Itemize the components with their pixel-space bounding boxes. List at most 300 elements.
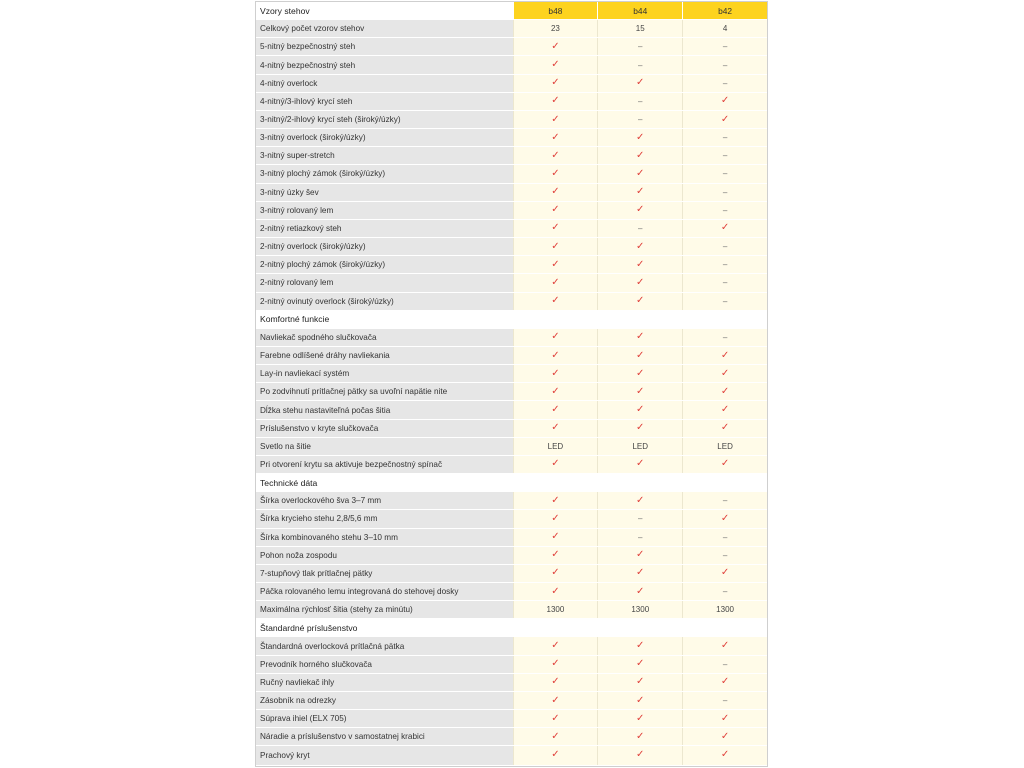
not-available-dash — [682, 129, 767, 146]
dash-icon: – — [722, 205, 728, 215]
check-icon — [597, 184, 682, 201]
check-icon — [513, 75, 598, 92]
dash-icon: – — [722, 332, 728, 342]
check-icon: ✓ — [551, 59, 560, 71]
check-icon: ✓ — [636, 585, 645, 597]
check-icon: ✓ — [636, 167, 645, 179]
check-icon — [597, 147, 682, 164]
check-icon — [597, 293, 682, 310]
check-icon — [597, 728, 682, 745]
check-icon: ✓ — [636, 640, 645, 652]
table-row — [256, 220, 767, 238]
check-icon: ✓ — [720, 349, 730, 361]
not-available-dash — [597, 38, 682, 55]
check-icon — [513, 583, 598, 600]
section-empty-cell — [597, 619, 682, 636]
header-col-b42: b42 — [682, 2, 767, 19]
check-icon: ✓ — [720, 404, 730, 416]
table-row — [256, 38, 767, 56]
row-label: Ručný navliekač ihly — [256, 674, 513, 691]
table-row — [256, 420, 767, 438]
check-icon: ✓ — [551, 404, 560, 416]
check-icon — [513, 347, 598, 364]
row-label: Farebne odlíšené dráhy navliekania — [256, 347, 513, 364]
comparison-table — [255, 1, 768, 767]
row-label: Šírka overlockového šva 3–7 mm — [256, 492, 513, 509]
not-available-dash — [682, 547, 767, 564]
table-row — [256, 347, 767, 365]
table-row — [256, 184, 767, 202]
row-label: 2-nitný rolovaný lem — [256, 274, 513, 291]
check-icon: ✓ — [720, 458, 730, 470]
not-available-dash — [682, 238, 767, 255]
check-icon: ✓ — [720, 712, 730, 724]
dash-icon: – — [722, 659, 728, 669]
table-row — [256, 438, 767, 456]
section-title: Štandardné príslušenstvo — [256, 619, 513, 636]
dash-icon: – — [722, 496, 728, 506]
table-row — [256, 547, 767, 565]
check-icon: ✓ — [636, 186, 645, 198]
not-available-dash — [597, 111, 682, 128]
table-row — [256, 637, 767, 655]
check-icon — [682, 383, 767, 400]
check-icon: ✓ — [636, 749, 645, 761]
check-icon: ✓ — [551, 749, 560, 761]
check-icon — [682, 746, 767, 764]
dash-icon: – — [722, 587, 728, 597]
section-empty-cell — [513, 474, 598, 491]
section-empty-cell — [682, 474, 767, 491]
not-available-dash — [682, 165, 767, 182]
check-icon: ✓ — [720, 730, 730, 742]
value-cell: LED — [513, 438, 598, 455]
dash-icon: – — [638, 115, 643, 125]
table-row — [256, 383, 767, 401]
row-label: Maximálna rýchlosť šitia (stehy za minútu) — [256, 601, 513, 618]
row-label: 3-nitný overlock (široký/úzky) — [256, 129, 513, 146]
table-row — [256, 583, 767, 601]
check-icon — [513, 202, 598, 219]
not-available-dash — [682, 56, 767, 73]
dash-icon: – — [638, 60, 643, 70]
check-icon: ✓ — [636, 458, 645, 470]
table-row — [256, 656, 767, 674]
check-icon — [597, 129, 682, 146]
value-cell: 1300 — [513, 601, 598, 618]
check-icon — [513, 710, 598, 727]
check-icon — [513, 401, 598, 418]
table-header-row — [256, 2, 767, 20]
row-label: 4-nitný/3-ihlový krycí steh — [256, 93, 513, 110]
dash-icon: – — [638, 96, 643, 106]
check-icon — [513, 220, 598, 237]
row-label: 3-nitný úzky šev — [256, 184, 513, 201]
section-title: Komfortné funkcie — [256, 311, 513, 328]
check-icon — [682, 365, 767, 382]
check-icon — [513, 147, 598, 164]
check-icon: ✓ — [720, 222, 730, 234]
check-icon: ✓ — [551, 167, 560, 179]
check-icon: ✓ — [720, 422, 730, 434]
dash-icon: – — [638, 223, 643, 233]
check-icon: ✓ — [551, 512, 560, 524]
check-icon — [513, 329, 598, 346]
table-row — [256, 238, 767, 256]
check-icon — [513, 420, 598, 437]
not-available-dash — [682, 147, 767, 164]
row-label: Navliekač spodného slučkovača — [256, 329, 513, 346]
not-available-dash — [597, 93, 682, 110]
section-empty-cell — [597, 474, 682, 491]
check-icon — [513, 111, 598, 128]
row-label: 3-nitný super-stretch — [256, 147, 513, 164]
dash-icon: – — [722, 60, 728, 70]
check-icon: ✓ — [551, 549, 560, 561]
dash-icon: – — [722, 696, 728, 706]
row-label: Náradie a príslušenstvo v samostatnej krabici — [256, 728, 513, 745]
check-icon: ✓ — [636, 422, 645, 434]
table-row — [256, 565, 767, 583]
dash-icon: – — [722, 151, 728, 161]
row-label: Po zodvihnutí prítlačnej pätky sa uvoľní napätie nite — [256, 383, 513, 400]
check-icon: ✓ — [551, 222, 560, 234]
check-icon — [597, 401, 682, 418]
row-label: Dĺžka stehu nastaviteľná počas šitia — [256, 401, 513, 418]
table-row — [256, 274, 767, 292]
check-icon — [597, 75, 682, 92]
not-available-dash — [682, 184, 767, 201]
check-icon: ✓ — [551, 77, 560, 89]
dash-icon: – — [722, 242, 728, 252]
row-label: Zásobník na odrezky — [256, 692, 513, 709]
check-icon — [513, 383, 598, 400]
check-icon — [597, 492, 682, 509]
check-icon: ✓ — [551, 585, 560, 597]
check-icon — [597, 420, 682, 437]
check-icon — [513, 165, 598, 182]
table-row — [256, 401, 767, 419]
check-icon — [513, 547, 598, 564]
check-icon — [513, 746, 598, 764]
check-icon — [597, 256, 682, 273]
check-icon: ✓ — [551, 367, 560, 379]
section-empty-cell — [513, 311, 598, 328]
check-icon: ✓ — [636, 730, 645, 742]
table-row — [256, 746, 767, 764]
row-label: Lay-in navliekací systém — [256, 365, 513, 382]
check-icon: ✓ — [551, 694, 560, 706]
table-row — [256, 293, 767, 311]
check-icon — [513, 529, 598, 546]
check-icon: ✓ — [551, 730, 560, 742]
check-icon — [682, 420, 767, 437]
value-cell: 4 — [682, 20, 767, 37]
check-icon: ✓ — [720, 385, 730, 397]
check-icon — [597, 329, 682, 346]
check-icon: ✓ — [720, 113, 730, 125]
check-icon — [513, 256, 598, 273]
check-icon — [513, 565, 598, 582]
check-icon — [682, 728, 767, 745]
check-icon — [682, 456, 767, 473]
check-icon: ✓ — [636, 276, 645, 288]
table-row — [256, 20, 767, 38]
dash-icon: – — [638, 514, 643, 524]
not-available-dash — [682, 656, 767, 673]
header-label: Vzory stehov — [260, 5, 310, 16]
check-icon: ✓ — [551, 531, 560, 543]
check-icon — [597, 710, 682, 727]
header-col-b48: b48 — [513, 2, 598, 19]
table-row — [256, 728, 767, 746]
check-icon: ✓ — [551, 240, 560, 252]
table-row — [256, 456, 767, 474]
check-icon: ✓ — [720, 749, 730, 761]
row-label: Prachový kryt — [256, 746, 513, 764]
not-available-dash — [682, 256, 767, 273]
dash-icon: – — [722, 550, 728, 560]
check-icon: ✓ — [636, 258, 645, 270]
check-icon: ✓ — [636, 567, 645, 579]
check-icon — [513, 637, 598, 654]
dash-icon: – — [722, 78, 728, 88]
check-icon — [513, 674, 598, 691]
table-row — [256, 202, 767, 220]
not-available-dash — [682, 202, 767, 219]
row-label: Štandardná overlocková prítlačná pätka — [256, 637, 513, 654]
check-icon: ✓ — [636, 494, 645, 506]
row-label: Súprava ihiel (ELX 705) — [256, 710, 513, 727]
check-icon — [513, 293, 598, 310]
check-icon — [597, 674, 682, 691]
check-icon: ✓ — [551, 131, 560, 143]
check-icon — [513, 184, 598, 201]
check-icon: ✓ — [636, 204, 645, 216]
check-icon — [513, 129, 598, 146]
check-icon — [513, 510, 598, 527]
check-icon: ✓ — [720, 95, 730, 107]
row-label: 7-stupňový tlak prítlačnej pätky — [256, 565, 513, 582]
row-label: Celkový počet vzorov stehov — [256, 20, 513, 37]
not-available-dash — [597, 56, 682, 73]
row-label: Pri otvorení krytu sa aktivuje bezpečnostný spínač — [256, 456, 513, 473]
not-available-dash — [682, 583, 767, 600]
dash-icon: – — [722, 532, 728, 542]
row-label: 2-nitný overlock (široký/úzky) — [256, 238, 513, 255]
value-cell: 1300 — [597, 601, 682, 618]
row-label: Šírka krycieho stehu 2,8/5,6 mm — [256, 510, 513, 527]
section-empty-cell — [682, 619, 767, 636]
check-icon: ✓ — [636, 676, 645, 688]
check-icon — [682, 93, 767, 110]
section-row — [256, 619, 767, 637]
table-row — [256, 492, 767, 510]
row-label: 3-nitný rolovaný lem — [256, 202, 513, 219]
not-available-dash — [682, 692, 767, 709]
check-icon — [597, 547, 682, 564]
check-icon — [597, 583, 682, 600]
row-label: Prevodník horného slučkovača — [256, 656, 513, 673]
check-icon — [682, 637, 767, 654]
table-row — [256, 111, 767, 129]
check-icon: ✓ — [720, 512, 730, 524]
row-label: 2-nitný retiazkový steh — [256, 220, 513, 237]
check-icon: ✓ — [636, 131, 645, 143]
not-available-dash — [682, 274, 767, 291]
check-icon: ✓ — [636, 240, 645, 252]
not-available-dash — [682, 293, 767, 310]
check-icon: ✓ — [551, 276, 560, 288]
check-icon — [513, 274, 598, 291]
check-icon — [597, 202, 682, 219]
check-icon: ✓ — [551, 204, 560, 216]
not-available-dash — [597, 529, 682, 546]
check-icon — [597, 692, 682, 709]
table-body — [256, 20, 767, 764]
check-icon: ✓ — [551, 658, 560, 670]
check-icon: ✓ — [551, 458, 560, 470]
check-icon: ✓ — [636, 404, 645, 416]
check-icon — [682, 401, 767, 418]
check-icon — [513, 238, 598, 255]
check-icon — [597, 565, 682, 582]
row-label: Šírka kombinovaného stehu 3–10 mm — [256, 529, 513, 546]
row-label: Svetlo na šitie — [256, 438, 513, 455]
row-label: 4-nitný overlock — [256, 75, 513, 92]
check-icon: ✓ — [636, 331, 645, 343]
check-icon: ✓ — [551, 676, 560, 688]
table-row — [256, 93, 767, 111]
check-icon — [513, 56, 598, 73]
check-icon — [682, 710, 767, 727]
check-icon: ✓ — [636, 549, 645, 561]
check-icon: ✓ — [551, 567, 560, 579]
section-row — [256, 474, 767, 492]
dash-icon: – — [722, 169, 728, 179]
check-icon: ✓ — [720, 367, 730, 379]
table-row — [256, 510, 767, 528]
check-icon: ✓ — [636, 295, 645, 307]
header-col-b44: b44 — [597, 2, 682, 19]
check-icon: ✓ — [636, 694, 645, 706]
check-icon — [597, 365, 682, 382]
check-icon — [597, 637, 682, 654]
not-available-dash — [682, 329, 767, 346]
check-icon: ✓ — [551, 113, 560, 125]
check-icon: ✓ — [636, 385, 645, 397]
row-label: 2-nitný plochý zámok (široký/úzky) — [256, 256, 513, 273]
check-icon — [513, 492, 598, 509]
check-icon: ✓ — [551, 149, 560, 161]
check-icon: ✓ — [551, 95, 560, 107]
row-label: Pohon noža zospodu — [256, 547, 513, 564]
check-icon — [597, 165, 682, 182]
dash-icon: – — [722, 187, 728, 197]
dash-icon: – — [638, 532, 643, 542]
value-cell: 23 — [513, 20, 598, 37]
check-icon: ✓ — [636, 349, 645, 361]
not-available-dash — [682, 38, 767, 55]
check-icon: ✓ — [636, 712, 645, 724]
check-icon: ✓ — [551, 640, 560, 652]
table-row — [256, 365, 767, 383]
table-row — [256, 674, 767, 692]
table-row — [256, 529, 767, 547]
table-row — [256, 710, 767, 728]
check-icon — [597, 656, 682, 673]
check-icon — [682, 510, 767, 527]
row-label: 5-nitný bezpečnostný steh — [256, 38, 513, 55]
value-cell: 15 — [597, 20, 682, 37]
check-icon — [597, 456, 682, 473]
row-label: 3-nitný plochý zámok (široký/úzky) — [256, 165, 513, 182]
value-cell: 1300 — [682, 601, 767, 618]
table-row — [256, 147, 767, 165]
dash-icon: – — [722, 296, 728, 306]
not-available-dash — [682, 529, 767, 546]
check-icon: ✓ — [551, 258, 560, 270]
dash-icon: – — [722, 42, 728, 52]
table-row — [256, 129, 767, 147]
check-icon: ✓ — [551, 186, 560, 198]
check-icon: ✓ — [551, 349, 560, 361]
dash-icon: – — [722, 133, 728, 143]
section-empty-cell — [597, 311, 682, 328]
check-icon — [597, 347, 682, 364]
check-icon: ✓ — [636, 367, 645, 379]
check-icon: ✓ — [551, 295, 560, 307]
check-icon: ✓ — [636, 658, 645, 670]
table-row — [256, 329, 767, 347]
check-icon — [682, 111, 767, 128]
row-label: 4-nitný bezpečnostný steh — [256, 56, 513, 73]
row-label: Príslušenstvo v kryte slučkovača — [256, 420, 513, 437]
check-icon — [597, 383, 682, 400]
section-title: Technické dáta — [256, 474, 513, 491]
check-icon — [682, 347, 767, 364]
dash-icon: – — [722, 260, 728, 270]
row-label: 2-nitný ovinutý overlock (široký/úzky) — [256, 293, 513, 310]
table-row — [256, 56, 767, 74]
table-row — [256, 165, 767, 183]
check-icon — [513, 365, 598, 382]
check-icon: ✓ — [551, 385, 560, 397]
not-available-dash — [682, 75, 767, 92]
check-icon — [597, 274, 682, 291]
check-icon — [682, 674, 767, 691]
table-row — [256, 256, 767, 274]
check-icon: ✓ — [551, 331, 560, 343]
value-cell: LED — [597, 438, 682, 455]
check-icon: ✓ — [551, 494, 560, 506]
check-icon — [513, 656, 598, 673]
check-icon — [513, 93, 598, 110]
check-icon: ✓ — [720, 676, 730, 688]
dash-icon: – — [638, 42, 643, 52]
table-row — [256, 601, 767, 619]
dash-icon: – — [722, 278, 728, 288]
table-row — [256, 692, 767, 710]
check-icon — [513, 456, 598, 473]
row-label: 3-nitný/2-ihlový krycí steh (široký/úzky) — [256, 111, 513, 128]
check-icon — [513, 728, 598, 745]
check-icon — [682, 565, 767, 582]
not-available-dash — [597, 220, 682, 237]
check-icon: ✓ — [636, 149, 645, 161]
check-icon: ✓ — [636, 77, 645, 89]
value-cell: LED — [682, 438, 767, 455]
